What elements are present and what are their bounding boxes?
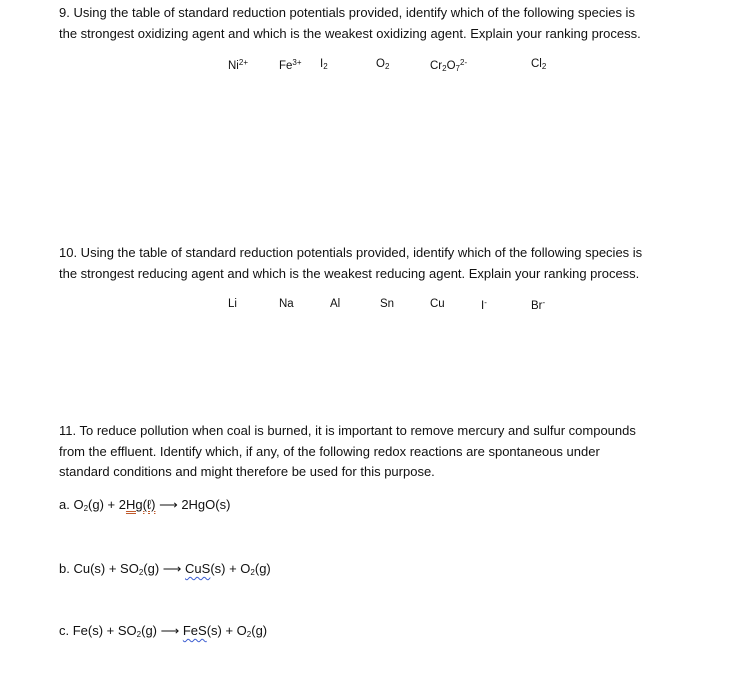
reaction-b: b. $Cu(s) + SO_2(g)$ ⟶ $CuS(s) + O_2(g)$ bbox=[59, 561, 271, 577]
question-10-text bbox=[59, 243, 642, 284]
species-o: $O_2$ bbox=[376, 58, 390, 71]
species-cr: $Cr_2O_7^{2-}$ bbox=[430, 58, 468, 73]
species-cu: Cu bbox=[430, 298, 445, 310]
q10-line: the strongest reducing agent and which is the weakest reducing agent. Explain your ranking process. bbox=[59, 265, 640, 281]
species-br: Br- bbox=[531, 298, 546, 312]
species-ni: $Ni^{2+}$ bbox=[228, 58, 248, 72]
species-sn: Sn bbox=[380, 298, 395, 310]
q11-line: standard conditions and might therefore be used for this purpose. bbox=[59, 464, 435, 479]
spellcheck-flag: CuS bbox=[185, 561, 211, 576]
reaction-c: c. $Fe(s) + SO_2(g)$ ⟶ $FeS(s) + O_2(g)$ bbox=[59, 623, 268, 639]
q11-line: 11. To reduce pollution when coal is burned, it is important to remove mercury and sulfur compounds bbox=[59, 423, 636, 438]
q9-line: the strongest oxidizing agent and which is the weakest oxidizing agent. Explain your ranking process. bbox=[59, 25, 641, 41]
species-cl: $Cl_2$ bbox=[531, 58, 547, 71]
reaction-a: a. $O_2(g)$ + 2Hg(ℓ) ⟶ 2HgO(s) bbox=[59, 497, 231, 513]
species-i: $I_2$ bbox=[320, 58, 328, 71]
q11-line: from the effluent. Identify which, if any, of the following redox reactions are spontaneous under bbox=[59, 443, 600, 459]
species-na: Na bbox=[279, 298, 294, 310]
question-9-text bbox=[59, 3, 641, 44]
species-al: Al bbox=[330, 298, 341, 310]
species-i: I- bbox=[481, 298, 487, 312]
species-li: Li bbox=[228, 298, 237, 310]
question-11-text bbox=[59, 421, 636, 483]
spellcheck-flag: Hg(ℓ) bbox=[125, 497, 156, 512]
q10-line: 10. Using the table of standard reduction potentials provided, identify which of the following species is bbox=[59, 245, 643, 260]
q9-line: 9. Using the table of standard reduction potentials provided, identify which of the following species is bbox=[59, 5, 635, 20]
spellcheck-flag: FeS bbox=[182, 623, 207, 638]
species-fe: $Fe^{3+}$ bbox=[279, 58, 302, 72]
